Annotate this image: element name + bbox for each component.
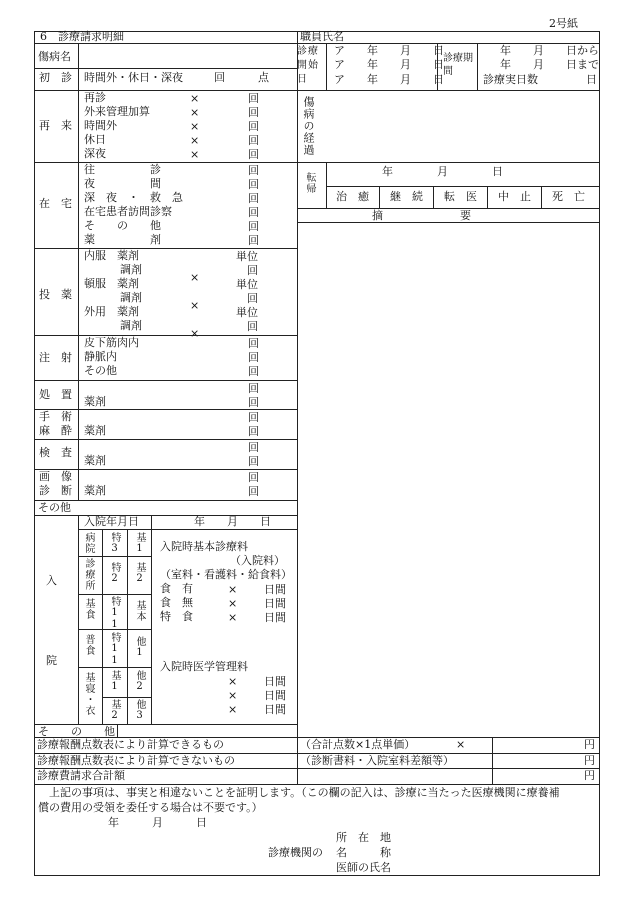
chusha-times-col: 回 回 回 (248, 337, 259, 378)
kensa-label: 検 査 (39, 446, 72, 459)
row1-yen: 円 (584, 738, 595, 751)
row1-calc: （合計点数×1点単価） (300, 738, 416, 751)
fushoku: 普食 (83, 634, 94, 656)
nyuin-label-top: 入 (46, 574, 57, 587)
basic-fee-2: （入院料） (230, 554, 285, 567)
row3-yen: 円 (584, 769, 595, 782)
cert-line-2: 償の費用の受領を委任する場合は不要です。） (38, 801, 263, 814)
chusha-item: 静脈内 (84, 350, 117, 363)
toyaku-x-col: × × × (190, 271, 200, 340)
disease-label: 傷病名 (38, 50, 71, 63)
special-meal: 特 食 (160, 610, 193, 623)
zaitaku-item: 薬 剤 (84, 233, 161, 246)
tenki-label: 転帰 (304, 172, 315, 194)
admit-date-value: 年 月 日 (194, 515, 271, 528)
chusha-item: その他 (84, 364, 117, 377)
med-mgmt: 入院時医学管理料 (160, 660, 248, 673)
period-start-label: 診療開始日 (297, 46, 319, 85)
shoshin-text: 時間外・休日・深夜 (84, 71, 183, 84)
zaitaku-item: 夜 間 (84, 177, 161, 190)
outcome: 転 医 (444, 190, 477, 203)
admit-date-label: 入院年月日 (84, 515, 139, 528)
ta1: 他1 (134, 636, 145, 659)
meal-no: 食 無 (160, 596, 193, 609)
ta2: 他2 (134, 670, 145, 693)
zaitaku-item: そ の 他 (84, 219, 161, 232)
masui-label: 麻 酔 (39, 424, 72, 437)
zaitaku-item: 深 夜 ・ 救 急 (84, 191, 183, 204)
hospital-label: 病院 (83, 532, 94, 554)
cert-date: 年 月 日 (108, 816, 207, 829)
meal-days-col: 日間 日間 日間 (264, 583, 286, 624)
meal-x-col: × × × (228, 583, 238, 624)
zaitaku-item: 往 診 (84, 163, 161, 176)
row2-calc: （診断書料・入院室料差額等） (300, 754, 454, 767)
zaitaku-label: 在 宅 (39, 197, 72, 210)
shujutsu-times-col: 回 回 (248, 411, 259, 438)
doctor-name-label: 医師の氏名 (336, 861, 391, 874)
gazo-label: 画 像 (39, 470, 72, 483)
section-title: 6 診療請求明細 (40, 30, 124, 43)
gaiyo: 外用 薬剤 (84, 305, 139, 318)
toku2: 特2 (109, 562, 120, 585)
row1-label: 診療報酬点数表により計算できるもの (37, 738, 224, 751)
term-label: 診療期間 (443, 53, 473, 77)
toku11b: 特11 (109, 632, 120, 667)
kishoku: 基食 (83, 598, 94, 620)
toyaku-unit-col: 単位 回 単位 回 単位 回 (236, 250, 258, 333)
outcome: 中 止 (498, 190, 531, 203)
outcome: 継 続 (390, 190, 423, 203)
ta3: 他3 (134, 699, 145, 722)
kihon: 基本 (134, 600, 145, 622)
kishin: 基寝・衣 (83, 672, 94, 716)
saishin-item: 時間外 (84, 119, 117, 132)
basic-fee-3: （室料・看護料・給食料） (160, 568, 292, 581)
toku3: 特3 (109, 532, 120, 555)
chozai: 調剤 (120, 291, 142, 304)
tekiyo-label: 摘 要 (372, 209, 471, 222)
keika-label: 傷病の経過 (302, 96, 315, 156)
institution-name-label: 名 称 (336, 846, 391, 859)
institution-label: 診療機関の (268, 846, 323, 859)
shindan-label: 診 断 (39, 484, 72, 497)
sonota2-label: そ の 他 (38, 725, 115, 738)
row2-label: 診療報酬点数表により計算できないもの (37, 754, 235, 767)
zaitaku-times-col: 回 回 回 回 回 回 (248, 164, 259, 247)
chozai: 調剤 (120, 319, 142, 332)
cert-line-1: 上記の事項は、事実と相違ないことを証明します。（この欄の記入は、診療に当たった医療機関に療養補 (38, 786, 560, 799)
shochi-times-col: 回 回 (248, 382, 259, 409)
term-until: 年 月 日まで (500, 58, 599, 71)
gazo-times-col: 回 回 (248, 471, 259, 498)
outcome: 治 癒 (336, 190, 369, 203)
ki2b: 基2 (109, 699, 120, 722)
term-from: 年 月 日から (500, 44, 599, 57)
days-unit: 日 (586, 73, 597, 86)
row2-yen: 円 (584, 754, 595, 767)
start-row-1: ア 年 月 日 (334, 44, 444, 57)
ki1b: 基1 (109, 670, 120, 693)
start-row-2: ア 年 月 日 (334, 58, 444, 71)
zaitaku-item: 在宅患者訪問診察 (84, 205, 172, 218)
mgmt-days-col: 日間 日間 日間 (264, 675, 286, 716)
saishin-times-col: 回 回 回 回 回 (248, 92, 259, 161)
saishin-item: 休日 (84, 133, 106, 146)
chozai: 調剤 (120, 263, 142, 276)
form-number: 2号紙 (549, 17, 578, 30)
start-row-3: ア 年 月 日 (334, 73, 444, 86)
outcome: 死 亡 (552, 190, 585, 203)
saishin-label: 再 来 (39, 119, 72, 132)
address-label: 所 在 地 (336, 831, 391, 844)
days-label: 診療実日数 (483, 73, 538, 86)
saishin-item: 外来管理加算 (84, 105, 150, 118)
toku11: 特11 (109, 596, 120, 631)
shochi-drug: 薬剤 (84, 395, 106, 408)
staff-name-label: 職員氏名 (300, 30, 344, 43)
saishin-item: 深夜 (84, 147, 106, 160)
mgmt-x-col: × × × (228, 675, 238, 716)
kensa-drug: 薬剤 (84, 454, 106, 467)
ki1: 基1 (134, 532, 145, 555)
row1-x: × (456, 738, 466, 751)
ki2: 基2 (134, 562, 145, 585)
naifuku: 内服 薬剤 (84, 249, 139, 262)
clinic-label: 診療所 (83, 558, 94, 591)
chusha-label: 注 射 (39, 351, 72, 364)
shoshin-label: 初 診 (39, 71, 72, 84)
kensa-times-col: 回 回 (248, 441, 259, 468)
tenki-date: 年 月 日 (382, 165, 503, 178)
shochi-label: 処 置 (39, 388, 72, 401)
row3-label: 診療費請求合計額 (37, 769, 125, 782)
saishin-x-col: × × × × × (190, 92, 200, 161)
nyuin-label-bottom: 院 (46, 654, 57, 667)
shujutsu-drug: 薬剤 (84, 424, 106, 437)
saishin-item: 再診 (84, 91, 106, 104)
shoshin-times: 回 点 (214, 71, 269, 84)
basic-fee: 入院時基本診療料 (160, 540, 248, 553)
sonota-label: その他 (38, 501, 71, 514)
toyaku-label: 投 薬 (39, 288, 72, 301)
meal-yes: 食 有 (160, 582, 193, 595)
tonpuku: 頓服 薬剤 (84, 277, 139, 290)
gazo-drug: 薬剤 (84, 484, 106, 497)
shujutsu-label: 手 術 (39, 410, 72, 423)
chusha-item: 皮下筋肉内 (84, 336, 139, 349)
